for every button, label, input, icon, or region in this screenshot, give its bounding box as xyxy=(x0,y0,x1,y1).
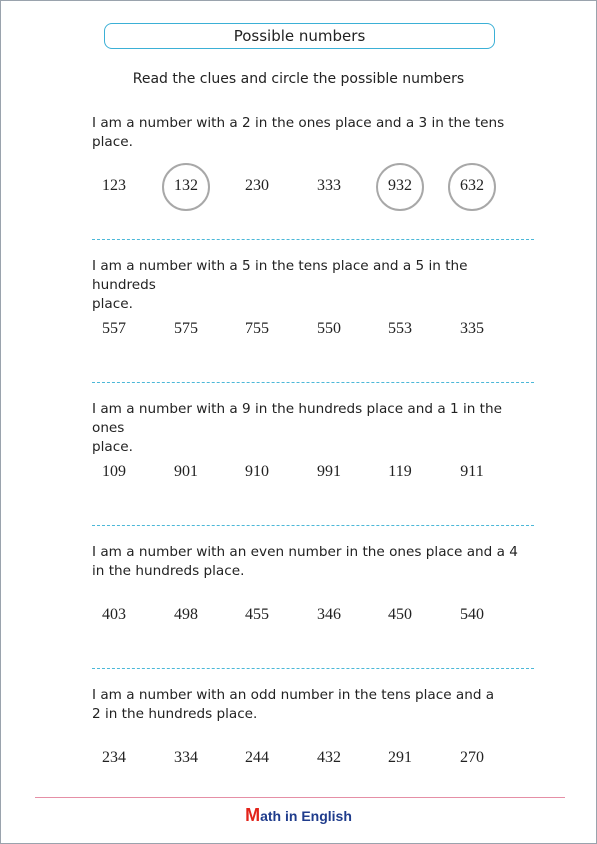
question-1 xyxy=(0,114,597,254)
number-option[interactable]: 557 xyxy=(102,320,126,337)
footer-logo xyxy=(0,805,597,826)
number-option[interactable]: 230 xyxy=(245,177,269,194)
clue-text xyxy=(92,400,532,457)
question-4 xyxy=(0,543,597,683)
number-option[interactable]: 455 xyxy=(245,606,269,623)
number-option[interactable]: 991 xyxy=(317,463,341,480)
number-option[interactable]: 109 xyxy=(102,463,126,480)
number-option[interactable]: 901 xyxy=(174,463,198,480)
number-option[interactable]: 244 xyxy=(245,749,269,766)
number-option[interactable]: 550 xyxy=(317,320,341,337)
instruction: Read the clues and circle the possible numbers xyxy=(132,71,465,87)
clue-line: I am a number with a 9 in the hundreds place and a 1 in the ones xyxy=(92,401,502,436)
clue-line: I am a number with an odd number in the tens place and a xyxy=(92,687,495,703)
number-option[interactable]: 333 xyxy=(317,177,341,194)
clue-text xyxy=(92,686,532,724)
dashed-divider xyxy=(92,239,534,240)
footer-line xyxy=(35,797,565,798)
clue-line: place. xyxy=(92,439,133,455)
number-option[interactable]: 432 xyxy=(317,749,341,766)
dashed-divider xyxy=(92,668,534,669)
number-option[interactable]: 234 xyxy=(102,749,126,766)
number-option[interactable]: 334 xyxy=(174,749,198,766)
number-option[interactable]: 123 xyxy=(102,177,126,194)
number-option[interactable]: 119 xyxy=(388,463,412,480)
number-option[interactable]: 932 xyxy=(388,177,412,194)
number-option[interactable]: 910 xyxy=(245,463,269,480)
dashed-divider xyxy=(92,382,534,383)
clue-line: place. xyxy=(92,296,133,312)
clue-line: I am a number with a 2 in the ones place and a 3 in the tens xyxy=(92,115,505,131)
number-option[interactable]: 755 xyxy=(245,320,269,337)
page-title: Possible numbers xyxy=(233,27,366,45)
number-option[interactable]: 132 xyxy=(174,177,198,194)
clue-text xyxy=(92,257,532,314)
number-option[interactable]: 403 xyxy=(102,606,126,623)
clue-line: 2 in the hundreds place. xyxy=(92,706,258,722)
number-option[interactable]: 335 xyxy=(460,320,484,337)
number-option[interactable]: 450 xyxy=(388,606,412,623)
clue-line: in the hundreds place. xyxy=(92,563,245,579)
dashed-divider xyxy=(92,525,534,526)
logo-text: ath in English xyxy=(260,808,352,824)
clue-line: I am a number with an even number in the ones place and a 4 xyxy=(92,544,518,560)
number-option[interactable]: 291 xyxy=(388,749,412,766)
number-option[interactable]: 911 xyxy=(460,463,484,480)
number-option[interactable]: 632 xyxy=(460,177,484,194)
logo-m: M xyxy=(245,805,261,825)
clue-text xyxy=(92,114,532,152)
clue-line: I am a number with a 5 in the tens place and a 5 in the hundreds xyxy=(92,258,468,293)
number-option[interactable]: 575 xyxy=(174,320,198,337)
number-option[interactable]: 498 xyxy=(174,606,198,623)
clue-text xyxy=(92,543,532,581)
number-option[interactable]: 270 xyxy=(460,749,484,766)
number-option[interactable]: 553 xyxy=(388,320,412,337)
question-3 xyxy=(0,400,597,540)
question-2 xyxy=(0,257,597,397)
title-box xyxy=(104,23,495,49)
number-option[interactable]: 540 xyxy=(460,606,484,623)
number-option[interactable]: 346 xyxy=(317,606,341,623)
clue-line: place. xyxy=(92,134,133,150)
